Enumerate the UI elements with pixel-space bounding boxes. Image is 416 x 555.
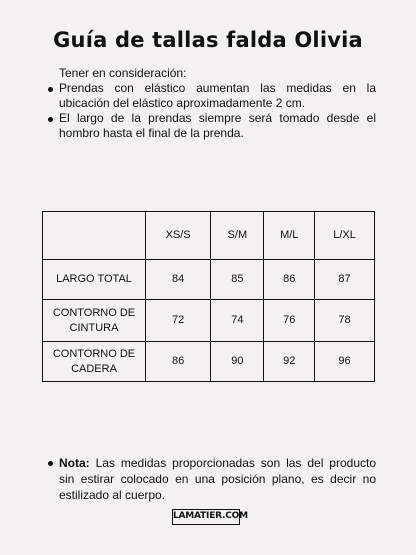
row-label: CONTORNO DE CADERA [43,342,146,382]
footnote-label: Nota: [59,456,90,470]
table-cell: 87 [315,260,375,300]
size-table [42,211,375,382]
column-header: XS/S [146,212,211,260]
table-row [43,260,375,300]
row-label: CONTORNO DE CINTURA [43,300,146,342]
brand-logo: LAMATIER.COM [172,509,240,525]
table-cell: 78 [315,300,375,342]
column-header-empty [43,212,146,260]
column-header: L/XL [315,212,375,260]
footnote-text: Las medidas proporcionadas son las del producto sin estirar colocado en una posición plano, es decir no estilizado al cuerpo. [59,456,376,502]
table-cell: 84 [146,260,211,300]
table-header-row [43,212,375,260]
table-cell: 86 [264,260,315,300]
footnote [46,455,376,503]
footnote-item [46,455,376,503]
table-cell: 92 [264,342,315,382]
table-cell: 74 [211,300,264,342]
notes-list [46,81,376,141]
table-row [43,300,375,342]
column-header: S/M [211,212,264,260]
table-row [43,342,375,382]
table-cell: 72 [146,300,211,342]
table-cell: 90 [211,342,264,382]
row-label: LARGO TOTAL [43,260,146,300]
note-item: El largo de la prendas siempre será tomado desde el hombro hasta el final de la prenda. [46,111,376,141]
table-cell: 76 [264,300,315,342]
column-header: M/L [264,212,315,260]
table-cell: 85 [211,260,264,300]
table-cell: 96 [315,342,375,382]
note-item: Prendas con elástico aumentan las medidas en la ubicación del elástico aproximadamente 2 cm. [46,81,376,111]
intro-text: Tener en consideración: [59,66,187,80]
table-cell: 86 [146,342,211,382]
page-title: Guía de tallas falda Olivia [53,28,363,52]
